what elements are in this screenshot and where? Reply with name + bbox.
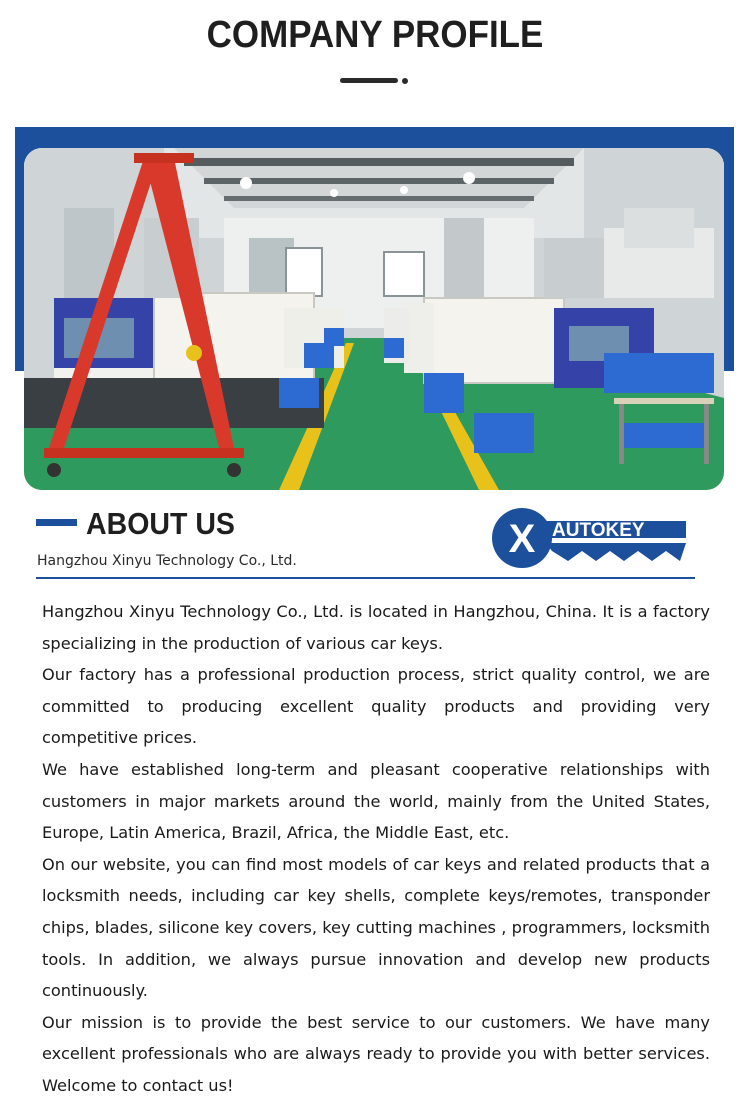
about-accent-bar <box>36 519 77 526</box>
title-divider-dot <box>402 78 408 84</box>
paragraph-mission: Our mission is to provide the best service to our customers. We have many excellent professionals who are always ready to provide you with better services. Welcome to contact us! <box>42 1012 710 1095</box>
factory-photo <box>24 148 724 490</box>
page-title: COMPANY PROFILE <box>206 14 544 56</box>
about-description <box>42 596 710 1102</box>
logo-letter: X <box>508 517 536 561</box>
title-divider-dash <box>340 78 398 83</box>
paragraph-quality: Our factory has a professional production process, strict quality control, we are committed to producing excellent quality products and providing very competitive prices. <box>42 665 710 748</box>
paragraph-products: On our website, you can find most models of car keys and related products that a locksmith needs, including car key shells, complete keys/remotes, transponder chips, blades, silicone key covers, key cutting machines , programmers, locksmith tools. In addition, we always pursue innovation and develop new products continuously. <box>42 854 710 1001</box>
title-divider <box>340 78 410 84</box>
xautokey-logo <box>490 505 690 571</box>
paragraph-intro: Hangzhou Xinyu Technology Co., Ltd. is located in Hangzhou, China. It is a factory specializing in the production of various car keys. <box>42 602 710 653</box>
logo-wordmark: AUTOKEY <box>552 520 645 541</box>
company-name: Hangzhou Xinyu Technology Co., Ltd. <box>37 553 297 569</box>
about-heading: ABOUT US <box>86 506 235 541</box>
paragraph-markets: We have established long-term and pleasant cooperative relationships with customers in major markets around the world, mainly from the United States, Europe, Latin America, Brazil, Africa, the Middle East, etc. <box>42 759 710 843</box>
about-underline <box>36 577 695 579</box>
